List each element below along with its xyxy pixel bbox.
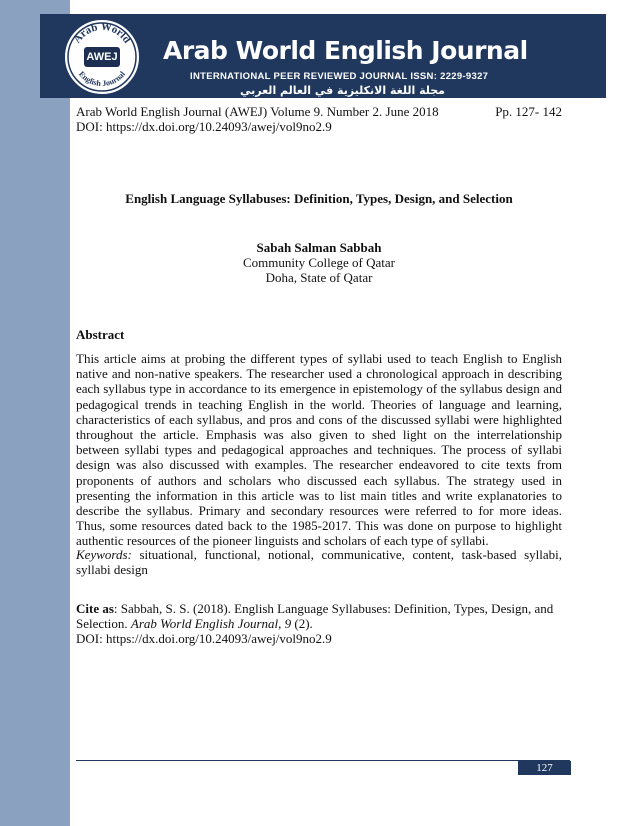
page-number: 127 — [518, 761, 571, 775]
author-block — [76, 240, 562, 286]
citation-suffix: (2). — [291, 616, 313, 632]
journal-logo — [63, 18, 141, 96]
citation-paragraph — [76, 601, 562, 647]
keywords-label: Keywords: — [76, 547, 132, 562]
citation-prefix: : Sabbah, S. S. (2018). English Language Syllabuses: Definition, Types, Design, and Selection. — [76, 601, 554, 632]
keywords-paragraph — [76, 547, 562, 577]
author-location: Doha, State of Qatar — [265, 270, 373, 286]
citation-doi[interactable]: DOI: https://dx.doi.org/10.24093/awej/vol9no2.9 — [76, 631, 332, 647]
banner-subtitle: INTERNATIONAL PEER REVIEWED JOURNAL ISSN: 2229-9327 — [190, 71, 489, 82]
article-title: English Language Syllabuses: Definition, Types, Design, and Selection — [125, 191, 513, 206]
logo-ring-top-text: Arab World — [71, 20, 133, 46]
abstract-body: This article aims at probing the different types of syllabi used to teach English to English native and non-native speakers. The researcher used a chronological approach in describing each syllabus type in accordance to its emergence in epistemology of the syllabus design and pedagogical trends in teaching English in the world. Theories of language and learning, characteristics of each syllabus, and pros and cons of the discussed syllabi were highlighted throughout the article. Emphasis was also given to shed light on the interrelationship between syllabi types and pedagogical approaches and techniques. The process of syllabi design was also discussed with examples. The researcher endeavored to cite texts from proponents of authors and scholars who discussed each syllabus. The strategy used in presenting the information in this article was to list main titles and write explanatories to describe the syllabus. Primary and secondary resources were referred to for more ideas. Thus, some resources dated back to the 1985-2017. This was done on purpose to highlight authentic resources of the pioneer linguists and scholars of each type of syllabi. — [76, 351, 562, 549]
author-affiliation: Community College of Qatar — [242, 255, 395, 271]
journal-issue-line: Arab World English Journal (AWEJ) Volume 9. Number 2. June 2018 — [76, 104, 439, 119]
doi-line[interactable]: DOI: https://dx.doi.org/10.24093/awej/vol9no2.9 — [76, 119, 332, 135]
citation-journal: Arab World English Journal, 9 — [130, 616, 292, 632]
logo-ring-bottom-text: English Journal — [76, 69, 128, 89]
citation-label: Cite as — [76, 601, 114, 616]
keywords-text: situational, functional, notional, communicative, content, task-based syllabi, syllabi design — [76, 547, 562, 578]
banner-title: Arab World English Journal — [163, 36, 528, 65]
reference-block — [76, 104, 562, 134]
author-name: Sabah Salman Sabbah — [256, 240, 382, 255]
page-side-bar — [0, 0, 70, 826]
abstract-heading: Abstract — [76, 327, 125, 342]
banner-arabic-title: مجلة اللغة الانكليزية في العالم العربي — [240, 84, 445, 97]
logo-center-text: AWEJ — [84, 47, 120, 67]
svg-text:Arab World — [71, 21, 133, 46]
page-range: Pp. 127- 142 — [495, 104, 562, 119]
footer-rule — [76, 760, 570, 761]
